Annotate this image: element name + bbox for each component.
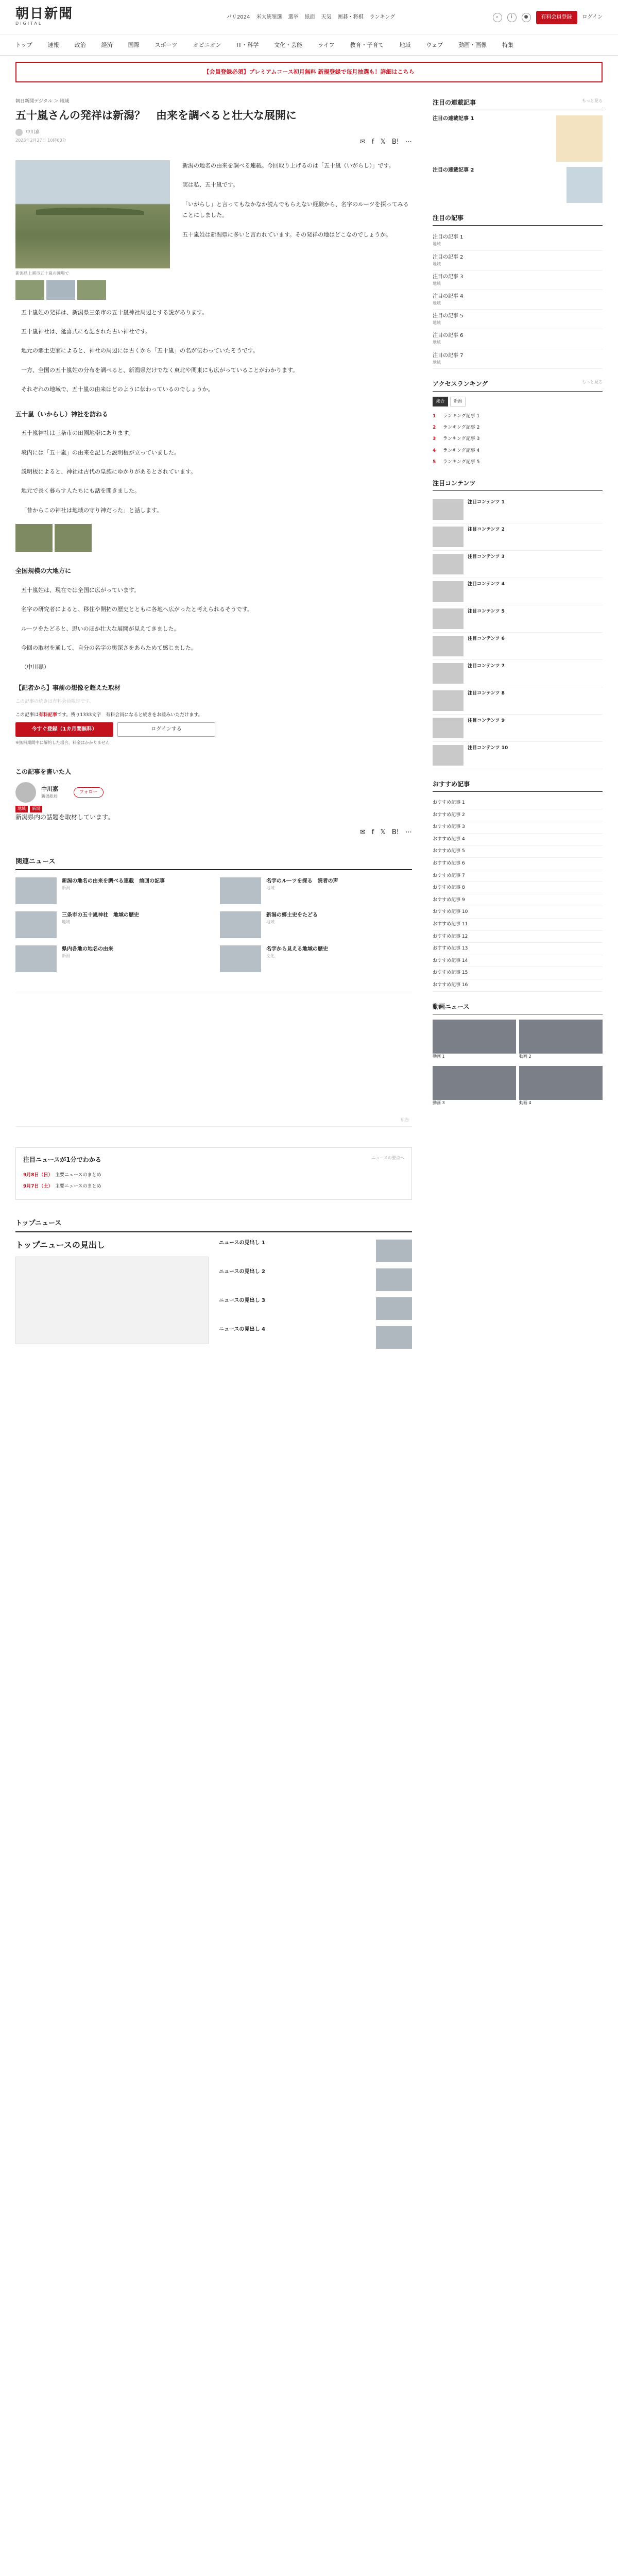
body-paragraph: 今回の取材を通して、自分の名字の奥深さをあらためて感じました。 — [21, 645, 197, 652]
body-paragraph: 一方、全国の五十嵐姓の分布を調べると、新潟県だけでなく東北や関東にも広がっていることがわかります。 — [21, 366, 299, 374]
author-photo[interactable] — [15, 782, 36, 803]
nav-item[interactable]: 文化・芸能 — [274, 41, 303, 48]
article-body — [15, 307, 412, 673]
video-heading-text: 動画ニュース — [433, 1003, 470, 1010]
summary-item[interactable] — [23, 1170, 404, 1181]
top-link[interactable]: ランキング — [369, 14, 396, 20]
rank-number: 1 — [433, 413, 436, 419]
body-paragraph: 名字の研究者によると、移住や開拓の歴史とともに各地へ広がったと考えられるそうです。 — [21, 606, 253, 613]
breadcrumb[interactable]: 朝日新聞デジタル ＞ 地域 — [15, 99, 70, 104]
author-text: 新潟県内の話題を取材しています。 — [15, 813, 114, 821]
facebook-icon[interactable]: f — [371, 138, 374, 146]
login-link[interactable]: ログイン — [582, 14, 603, 20]
related-meta: 新潟 — [62, 886, 70, 891]
top-link[interactable]: 天気 — [321, 14, 332, 20]
side-ad-item[interactable] — [433, 115, 603, 162]
rank-number: 2 — [433, 425, 436, 431]
side-news-meta: 地域 — [433, 281, 441, 286]
content-title[interactable]: 注目コンテンツ 7 — [468, 663, 505, 669]
side-news-item[interactable]: 注目の記事 1 地域 — [433, 231, 603, 250]
article-title: 五十嵐さんの発祥は新潟？ 由来を調べると壮大な展開に — [15, 109, 297, 122]
user-icon[interactable]: ● — [522, 13, 531, 22]
rank-title[interactable]: ランキング記事 5 — [443, 460, 480, 465]
promo-banner[interactable]: 【会員登録必須】プレミアムコース初月無料 新規登録で毎月抽選も！詳細はこちら — [15, 62, 603, 82]
nav-item[interactable]: 動画・画像 — [458, 41, 487, 48]
side-news-item[interactable]: 注目の記事 7 地域 — [433, 349, 603, 369]
video-title[interactable]: 動画 3 — [433, 1100, 445, 1106]
bookmark-icon[interactable]: B! — [391, 828, 399, 836]
site-header — [0, 0, 618, 35]
author-avatar — [15, 129, 23, 136]
video-heading — [433, 1002, 603, 1014]
author-card-name[interactable]: 中川嘉 — [41, 785, 58, 792]
rank-item[interactable] — [433, 422, 603, 433]
rank-number: 3 — [433, 436, 436, 442]
photo-thumbs — [15, 280, 170, 300]
info-icon[interactable]: i — [507, 13, 517, 22]
side-ad-image[interactable] — [556, 115, 603, 162]
summary-item[interactable] — [23, 1181, 404, 1192]
lead-paragraph: 実は私、五十嵐です。 — [182, 181, 239, 189]
content-item[interactable] — [433, 687, 603, 715]
recommend-item[interactable]: おすすめ記事 9 — [433, 894, 603, 907]
recommend-item[interactable]: おすすめ記事 7 — [433, 870, 603, 883]
related-meta: 地域 — [266, 920, 274, 925]
sidebar — [433, 98, 603, 1355]
body-paragraph: （中川嘉） — [21, 664, 49, 671]
body-paragraph: 五十嵐神社は三条市の田園地帯にあります。 — [21, 430, 134, 437]
photo-thumb[interactable] — [46, 280, 75, 300]
summary-text: 主要ニュースのまとめ — [55, 1184, 101, 1190]
video-item[interactable] — [519, 1066, 603, 1110]
related-thumb[interactable] — [220, 911, 261, 938]
rank-item[interactable] — [433, 456, 603, 468]
summary-date: 9月8日（日） — [23, 1172, 56, 1178]
top-news-item[interactable] — [219, 1297, 412, 1320]
content-thumb[interactable] — [433, 527, 464, 547]
summary-text: 主要ニュースのまとめ — [55, 1172, 101, 1178]
summary-header — [23, 1155, 404, 1165]
top-news-graphic[interactable] — [15, 1257, 209, 1344]
lead-block — [15, 160, 412, 300]
author-heading: この記事を書いた人 — [15, 768, 72, 775]
recommend-list — [433, 797, 603, 992]
content-item[interactable] — [433, 523, 603, 551]
related-meta: 文化 — [266, 954, 274, 959]
recommend-item[interactable]: おすすめ記事 2 — [433, 809, 603, 822]
content-item[interactable] — [433, 715, 603, 742]
register-button[interactable]: 今すぐ登録（1カ月間無料） — [15, 722, 113, 737]
content-thumb[interactable] — [433, 636, 464, 656]
author-tag[interactable]: 地域 — [15, 806, 28, 812]
video-title[interactable]: 動画 1 — [433, 1054, 445, 1059]
side-ads — [433, 115, 603, 203]
related-meta: 地域 — [62, 920, 70, 925]
top-news-lead-title[interactable]: トップニュースの見出し — [15, 1240, 105, 1250]
content-thumb[interactable] — [433, 581, 464, 602]
content-item[interactable] — [433, 660, 603, 687]
recommend-item[interactable]: おすすめ記事 12 — [433, 931, 603, 943]
nav-item[interactable]: ライフ — [318, 41, 335, 48]
recommend-item[interactable]: おすすめ記事 5 — [433, 845, 603, 858]
top-news-item[interactable] — [219, 1268, 412, 1291]
subscribe-button[interactable]: 有料会員登録 — [536, 11, 577, 24]
top-link[interactable]: 紙面 — [304, 14, 315, 20]
rank-tabs — [433, 397, 603, 406]
content-thumb[interactable] — [433, 608, 464, 629]
nav-item[interactable]: 教育・子育て — [350, 41, 384, 48]
notice-post: です。残り1333文字 有料会員になると続きをお読みいただけます。 — [57, 713, 203, 718]
rank-title[interactable]: ランキング記事 1 — [443, 413, 480, 419]
side-news-meta: 地域 — [433, 320, 441, 326]
content-title[interactable]: 注目コンテンツ 1 — [468, 499, 505, 505]
figure-row — [15, 524, 412, 552]
figure-image[interactable] — [55, 524, 92, 552]
content-title[interactable]: 注目コンテンツ 10 — [468, 745, 508, 751]
rank-heading — [433, 379, 603, 392]
video-thumb[interactable] — [519, 1066, 603, 1100]
top-news-item[interactable] — [219, 1240, 412, 1262]
content-title[interactable]: 注目コンテンツ 3 — [468, 554, 505, 560]
body-paragraph: 「昔からこの神社は地域の守り神だった」と話します。 — [21, 506, 163, 514]
body-paragraph: 五十嵐神社は、延喜式にも記された古い神社です。 — [21, 328, 151, 335]
rank-title[interactable]: ランキング記事 3 — [443, 436, 480, 442]
related-meta: 新潟 — [62, 954, 70, 959]
top-news-item-thumb[interactable] — [376, 1268, 412, 1291]
rank-heading-text: アクセスランキング — [433, 380, 488, 387]
side-news-meta: 地域 — [433, 261, 441, 266]
rank-item[interactable] — [433, 433, 603, 445]
video-item[interactable] — [433, 1020, 516, 1063]
video-item[interactable] — [519, 1020, 603, 1063]
figure-image[interactable] — [15, 524, 53, 552]
recommend-item[interactable]: おすすめ記事 11 — [433, 919, 603, 931]
notice-pre: この記事は — [15, 713, 39, 718]
related-item[interactable] — [220, 911, 412, 938]
side-news-meta: 地域 — [433, 300, 441, 306]
nav-item[interactable]: 政治 — [74, 41, 86, 48]
related-title[interactable]: 三条市の五十嵐神社 地域の歴史 地域 — [62, 912, 139, 925]
main-photo[interactable] — [15, 160, 170, 268]
search-icon[interactable]: ⌕ — [493, 13, 502, 22]
bookmark-icon[interactable]: B! — [391, 138, 399, 146]
video-thumb[interactable] — [519, 1020, 603, 1054]
more-icon[interactable]: ⋯ — [405, 138, 412, 146]
recommend-item[interactable]: おすすめ記事 3 — [433, 821, 603, 834]
contents-heading — [433, 479, 603, 491]
rank-title[interactable]: ランキング記事 2 — [443, 425, 480, 431]
top-news-item-title[interactable]: ニュースの見出し 2 — [219, 1269, 265, 1275]
body-paragraph: 地元の郷土史家によると、神社の周辺には古くから「五十嵐」の名が伝わっていたそうです。 — [21, 347, 259, 354]
related-title[interactable]: 名字のルーツを探る 読者の声 地域 — [266, 878, 338, 891]
paywall — [15, 683, 412, 747]
nav-item[interactable]: 地域 — [399, 41, 411, 48]
nav-item[interactable]: トップ — [15, 41, 32, 48]
side-ad-image[interactable] — [566, 167, 603, 203]
related-thumb[interactable] — [15, 911, 57, 938]
content-thumb[interactable] — [433, 718, 464, 738]
top-news-item-thumb[interactable] — [376, 1326, 412, 1349]
content-item[interactable] — [433, 605, 603, 633]
rank-tab[interactable]: 総合 — [433, 397, 448, 406]
contents-heading-text: 注目コンテンツ — [433, 479, 476, 487]
section-heading: 全国規模の大地方に — [15, 567, 72, 575]
recommend-item[interactable]: おすすめ記事 14 — [433, 955, 603, 968]
main-nav — [0, 35, 618, 56]
side-news-heading — [433, 213, 603, 226]
site-logo[interactable] — [15, 6, 74, 29]
body-paragraph: 境内には「五十嵐」の由来を記した説明板が立っていました。 — [21, 449, 180, 456]
nav-item[interactable]: IT・科学 — [236, 41, 259, 48]
notice-bold: 有料記事 — [39, 713, 58, 718]
top-news-item-title[interactable]: ニュースの見出し 1 — [219, 1240, 265, 1246]
side-ad-heading-text: 注目の連載記事 — [433, 99, 476, 106]
nav-item[interactable]: 経済 — [101, 41, 113, 48]
rank-more[interactable]: もっと見る — [582, 379, 603, 384]
content-item[interactable] — [433, 742, 603, 769]
lead-text — [182, 160, 412, 300]
content-thumb[interactable] — [433, 745, 464, 766]
lead-paragraph: 五十嵐姓は新潟県に多いと言われています。その発祥の地はどこなのでしょうか。 — [182, 231, 392, 238]
recommend-item[interactable]: おすすめ記事 16 — [433, 979, 603, 992]
side-ad-more[interactable]: もっと見る — [582, 98, 603, 103]
top-news-item-thumb[interactable] — [376, 1297, 412, 1320]
content-title[interactable]: 注目コンテンツ 8 — [468, 690, 505, 696]
contents-list — [433, 496, 603, 769]
side-news-heading-text: 注目の記事 — [433, 214, 464, 222]
author-name[interactable]: 中川嘉 — [26, 129, 40, 135]
side-news-item[interactable]: 注目の記事 5 地域 — [433, 310, 603, 329]
summary-list — [23, 1170, 404, 1193]
byline — [15, 129, 412, 136]
body-paragraph: 説明板によると、神社は古代の皇族にゆかりがあるとされています。 — [21, 468, 197, 476]
content-item[interactable] — [433, 633, 603, 660]
top-news-item-title[interactable]: ニュースの見出し 3 — [219, 1298, 265, 1304]
top-link[interactable]: 米大統領選 — [256, 14, 282, 20]
share-bar-bottom — [15, 827, 412, 838]
photo-caption: 新潟県上越市五十嵐の圃場で — [15, 270, 69, 276]
recommend-item[interactable]: おすすめ記事 13 — [433, 943, 603, 955]
content-thumb[interactable] — [433, 663, 464, 684]
nav-item[interactable]: 特集 — [502, 41, 514, 48]
rank-list — [433, 411, 603, 468]
nav-item[interactable]: 国際 — [128, 41, 140, 48]
ad-label: 広告 — [401, 1117, 409, 1122]
side-ad-heading — [433, 98, 603, 110]
content-thumb[interactable] — [433, 499, 464, 520]
lead-paragraph: 「いがらし」と言ってもなかなか読んでもらえない経験から、名字のルーツを探ってみることにしました。 — [182, 200, 409, 219]
side-news-meta: 地域 — [433, 242, 441, 247]
recommend-item[interactable]: おすすめ記事 8 — [433, 882, 603, 894]
rank-number: 5 — [433, 460, 436, 465]
author-info — [41, 785, 58, 800]
main-column — [15, 98, 412, 1355]
top-news — [15, 1240, 412, 1355]
top-news-heading: トップニュース — [15, 1218, 412, 1232]
x-icon[interactable]: 𝕏 — [380, 138, 386, 146]
mail-icon[interactable]: ✉ — [359, 138, 366, 146]
photo-column — [15, 160, 170, 300]
side-news-item[interactable]: 注目の記事 4 地域 — [433, 290, 603, 310]
paywall-blur-text: この記事の続きは有料会員限定です。 — [15, 699, 94, 705]
top-link[interactable]: 囲碁・将棋 — [337, 14, 364, 20]
recommend-item[interactable]: おすすめ記事 10 — [433, 906, 603, 919]
top-icons — [493, 11, 603, 24]
top-link[interactable]: 選挙 — [288, 14, 299, 20]
related-heading: 関連ニュース — [15, 857, 412, 871]
logo-sub: DIGITAL — [15, 21, 43, 26]
video-title[interactable]: 動画 2 — [519, 1054, 531, 1059]
body-paragraph: 地元で長く暮らす人たちにも話を聞きました。 — [21, 487, 140, 495]
content-title[interactable]: 注目コンテンツ 5 — [468, 608, 505, 614]
content-title[interactable]: 注目コンテンツ 2 — [468, 527, 505, 532]
mail-icon[interactable]: ✉ — [359, 828, 366, 836]
lead-paragraph: 新潟の地名の由来を調べる連載。今回取り上げるのは「五十嵐（いがらし）」です。 — [182, 162, 394, 169]
side-ad-item[interactable] — [433, 167, 603, 203]
side-news-list — [433, 231, 603, 368]
facebook-icon[interactable]: f — [371, 828, 374, 836]
nav-item[interactable]: スポーツ — [154, 41, 178, 48]
login-button[interactable]: ログインする — [117, 722, 215, 737]
side-news-meta: 地域 — [433, 340, 441, 345]
content-title[interactable]: 注目コンテンツ 6 — [468, 636, 505, 641]
side-ad-title[interactable]: 注目の連載記事 1 — [433, 116, 474, 122]
paywall-notice — [15, 711, 412, 719]
rank-tab[interactable]: 新潟 — [450, 397, 466, 406]
recommend-item[interactable]: おすすめ記事 15 — [433, 967, 603, 979]
recommend-item[interactable]: おすすめ記事 6 — [433, 858, 603, 870]
related-thumb[interactable] — [220, 877, 261, 904]
rank-item[interactable] — [433, 445, 603, 456]
side-news-item[interactable]: 注目の記事 3 地域 — [433, 270, 603, 290]
related-title[interactable]: 名字から見える地域の歴史 文化 — [266, 946, 328, 959]
recommend-heading-text: おすすめ記事 — [433, 780, 470, 788]
related-list — [15, 877, 412, 972]
paywall-small-note: ※無料期間中に解約した場合、料金はかかりません — [15, 740, 110, 745]
recommend-item[interactable]: おすすめ記事 1 — [433, 797, 603, 809]
related-thumb[interactable] — [220, 945, 261, 972]
video-thumb[interactable] — [433, 1020, 516, 1054]
photo-thumb[interactable] — [77, 280, 106, 300]
side-news-item[interactable]: 注目の記事 2 地域 — [433, 251, 603, 270]
top-links — [227, 13, 395, 22]
nav-item[interactable]: ウェブ — [426, 41, 443, 48]
ad-slot[interactable] — [15, 993, 412, 1127]
side-ad-title[interactable]: 注目の連載記事 2 — [433, 167, 474, 174]
related-thumb[interactable] — [15, 945, 57, 972]
related-title[interactable]: 新潟の郷土史をたどる 地域 — [266, 912, 318, 925]
rank-title[interactable]: ランキング記事 4 — [443, 448, 480, 453]
paywall-buttons — [15, 722, 412, 737]
content-title[interactable]: 注目コンテンツ 9 — [468, 718, 505, 723]
author-card — [15, 782, 412, 803]
video-thumb[interactable] — [433, 1066, 516, 1100]
rank-item[interactable] — [433, 411, 603, 422]
summary-more-link[interactable]: ニュースの要点へ — [371, 1156, 404, 1161]
logo-main: 朝日新聞 — [15, 6, 74, 22]
content-item[interactable] — [433, 496, 603, 523]
related-item[interactable] — [220, 945, 412, 972]
related-item[interactable] — [15, 945, 208, 972]
follow-button[interactable]: フォロー — [74, 787, 104, 798]
side-news-meta: 地域 — [433, 360, 441, 365]
top-news-list — [219, 1240, 412, 1355]
content-thumb[interactable] — [433, 554, 464, 574]
author-block — [15, 767, 412, 822]
related-thumb[interactable] — [15, 877, 57, 904]
top-news-item[interactable] — [219, 1326, 412, 1349]
summary-date: 9月7日（土） — [23, 1184, 56, 1190]
side-news-item[interactable]: 注目の記事 6 地域 — [433, 329, 603, 349]
body-paragraph: 五十嵐姓の発祥は、新潟県三条市の五十嵐神社周辺とする説があります。 — [21, 309, 208, 316]
photo-thumb[interactable] — [15, 280, 44, 300]
top-news-item-title[interactable]: ニュースの見出し 4 — [219, 1327, 265, 1333]
content-item[interactable] — [433, 551, 603, 578]
summary-heading: 注目ニュースが1分でわかる — [23, 1156, 101, 1164]
body-paragraph: それぞれの地域で、五十嵐の由来はどのように伝わっているのでしょうか。 — [21, 386, 214, 393]
article-date: 2023年2月27日 10時00分 — [15, 138, 66, 143]
section-heading: 五十嵐（いからし）神社を訪ねる — [15, 410, 109, 418]
related-item[interactable] — [15, 877, 208, 904]
author-tags — [15, 806, 412, 812]
top-news-item-thumb[interactable] — [376, 1240, 412, 1262]
related-item[interactable] — [15, 911, 208, 938]
related-title[interactable]: 新潟の地名の由来を調べる連載 前回の記事 新潟 — [62, 878, 165, 891]
related-meta: 地域 — [266, 886, 274, 891]
share-bar — [15, 137, 412, 148]
content-item[interactable] — [433, 578, 603, 605]
body-paragraph: 五十嵐姓は、現在では全国に広がっています。 — [21, 586, 140, 594]
nav-item[interactable]: オピニオン — [193, 41, 221, 48]
related-title[interactable]: 県内各地の地名の由来 新潟 — [62, 946, 113, 959]
top-link[interactable]: パリ2024 — [227, 14, 250, 20]
news-summary-box — [15, 1147, 412, 1200]
author-role: 新潟総局 — [41, 794, 58, 799]
video-title[interactable]: 動画 4 — [519, 1100, 531, 1106]
top-news-lead[interactable] — [15, 1240, 209, 1355]
rank-number: 4 — [433, 448, 436, 453]
recommend-heading — [433, 779, 603, 792]
author-tag[interactable]: 新潟 — [30, 806, 42, 812]
x-icon[interactable]: 𝕏 — [380, 828, 386, 836]
more-icon[interactable]: ⋯ — [405, 828, 412, 836]
video-item[interactable] — [433, 1066, 516, 1110]
paywall-heading: 【記者から】事前の想像を超えた取材 — [15, 684, 121, 691]
recommend-item[interactable]: おすすめ記事 4 — [433, 834, 603, 846]
content-thumb[interactable] — [433, 690, 464, 711]
page-body — [0, 98, 618, 1355]
related-item[interactable] — [220, 877, 412, 904]
video-grid — [433, 1020, 603, 1110]
body-paragraph: ルーツをたどると、思いのほか壮大な展開が見えてきました。 — [21, 625, 180, 632]
content-title[interactable]: 注目コンテンツ 4 — [468, 581, 505, 587]
nav-item[interactable]: 速報 — [47, 41, 59, 48]
